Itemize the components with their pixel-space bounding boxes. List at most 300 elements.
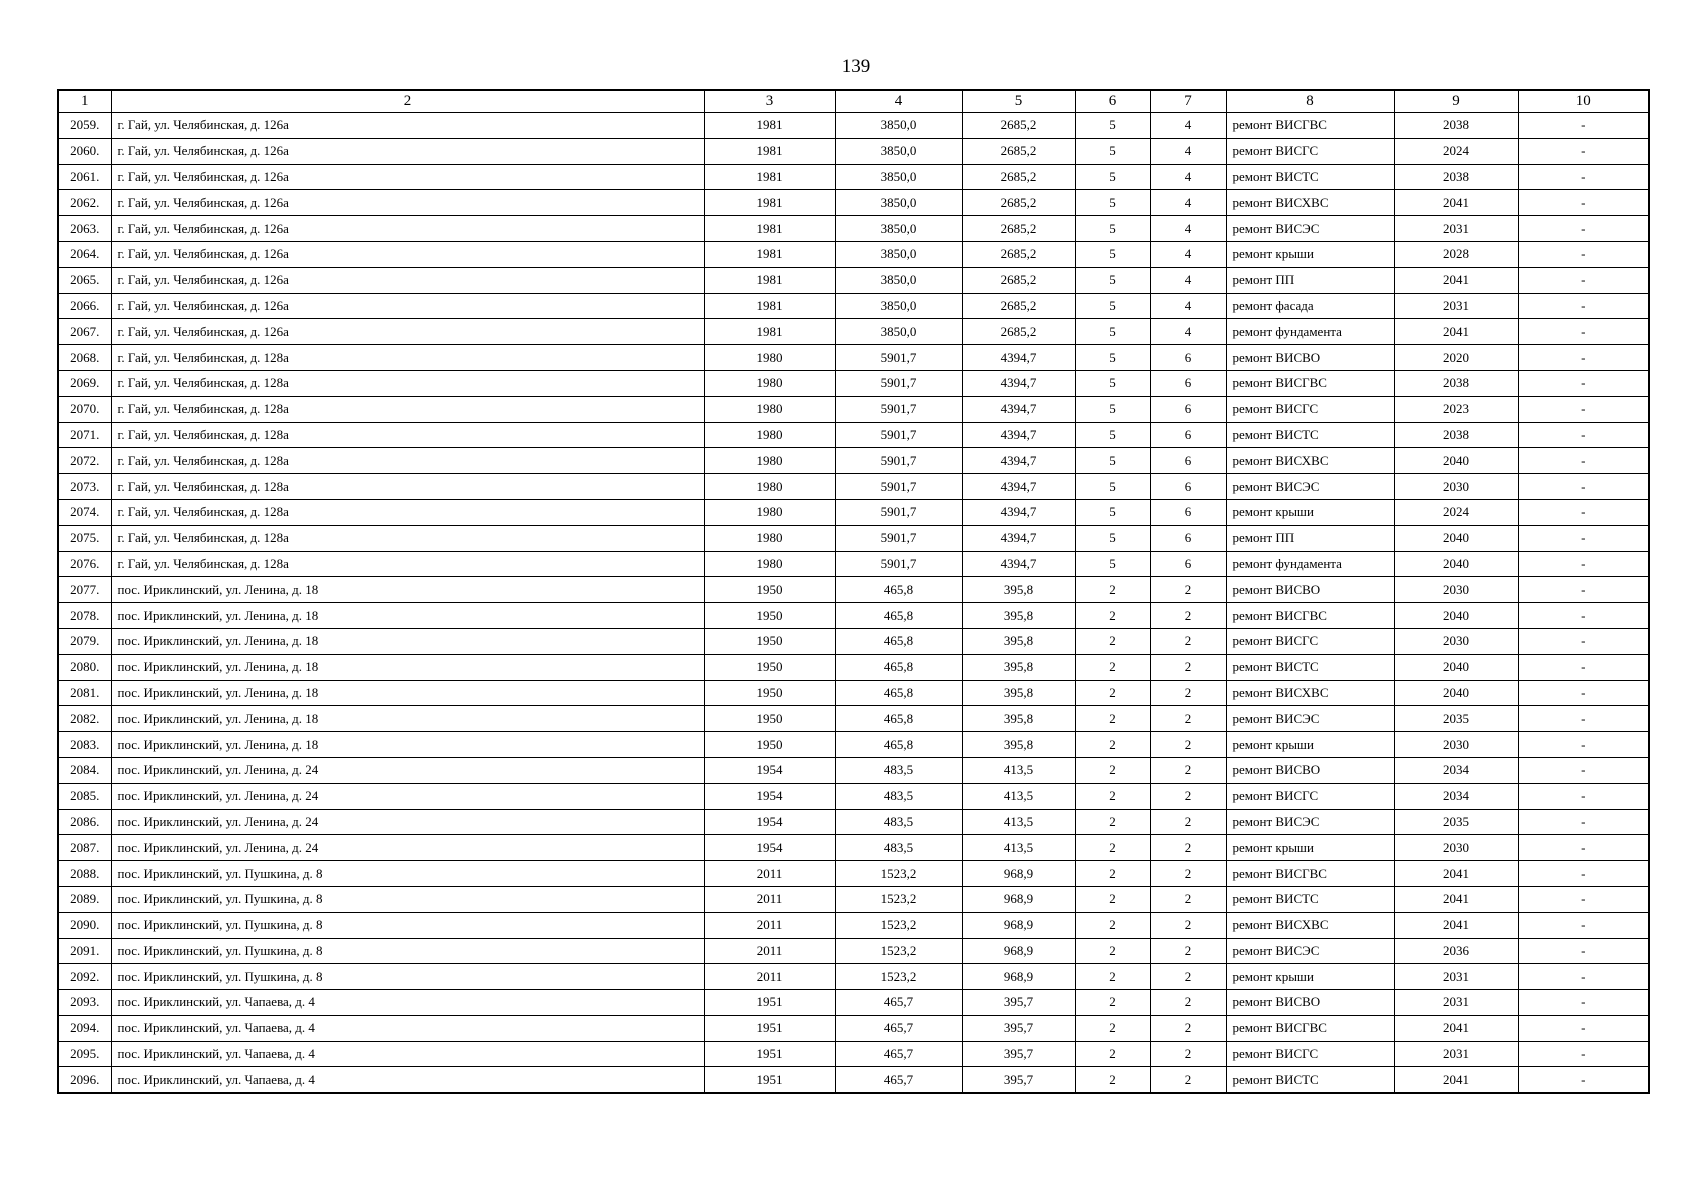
work-type-cell: ремонт ВИСВО — [1226, 345, 1394, 371]
living-area-cell: 2685,2 — [962, 113, 1075, 139]
floors-cell: 5 — [1075, 370, 1150, 396]
living-area-cell: 2685,2 — [962, 190, 1075, 216]
row-number: 2073. — [58, 474, 111, 500]
living-area-cell: 4394,7 — [962, 448, 1075, 474]
address-cell: г. Гай, ул. Челябинская, д. 128а — [111, 525, 704, 551]
floors-cell: 5 — [1075, 267, 1150, 293]
row-number: 2071. — [58, 422, 111, 448]
work-type-cell: ремонт ВИСВО — [1226, 577, 1394, 603]
work-type-cell: ремонт ВИСЭС — [1226, 706, 1394, 732]
living-area-cell: 395,7 — [962, 1067, 1075, 1093]
note-cell: - — [1518, 706, 1649, 732]
planned-year-cell: 2040 — [1394, 551, 1518, 577]
work-type-cell: ремонт ВИСГС — [1226, 138, 1394, 164]
year-cell: 1954 — [704, 835, 835, 861]
table-row — [58, 1041, 1649, 1067]
work-type-cell: ремонт ВИСВО — [1226, 757, 1394, 783]
address-cell: пос. Ириклинский, ул. Ленина, д. 24 — [111, 783, 704, 809]
column-header-4: 4 — [835, 90, 962, 113]
entrances-cell: 2 — [1150, 1041, 1226, 1067]
work-type-cell: ремонт крыши — [1226, 241, 1394, 267]
total-area-cell: 483,5 — [835, 809, 962, 835]
table-row — [58, 783, 1649, 809]
column-header-10: 10 — [1518, 90, 1649, 113]
planned-year-cell: 2030 — [1394, 835, 1518, 861]
total-area-cell: 3850,0 — [835, 293, 962, 319]
planned-year-cell: 2040 — [1394, 525, 1518, 551]
table-row — [58, 525, 1649, 551]
living-area-cell: 968,9 — [962, 964, 1075, 990]
address-cell: пос. Ириклинский, ул. Пушкина, д. 8 — [111, 886, 704, 912]
row-number: 2082. — [58, 706, 111, 732]
total-area-cell: 3850,0 — [835, 241, 962, 267]
floors-cell: 2 — [1075, 938, 1150, 964]
note-cell: - — [1518, 1041, 1649, 1067]
planned-year-cell: 2038 — [1394, 370, 1518, 396]
total-area-cell: 465,7 — [835, 1067, 962, 1093]
row-number: 2060. — [58, 138, 111, 164]
note-cell: - — [1518, 422, 1649, 448]
address-cell: г. Гай, ул. Челябинская, д. 126а — [111, 241, 704, 267]
row-number: 2090. — [58, 912, 111, 938]
entrances-cell: 4 — [1150, 267, 1226, 293]
entrances-cell: 2 — [1150, 964, 1226, 990]
table-row — [58, 293, 1649, 319]
table-row — [58, 732, 1649, 758]
row-number: 2067. — [58, 319, 111, 345]
column-header-8: 8 — [1226, 90, 1394, 113]
floors-cell: 5 — [1075, 241, 1150, 267]
work-type-cell: ремонт крыши — [1226, 732, 1394, 758]
year-cell: 1950 — [704, 654, 835, 680]
row-number: 2086. — [58, 809, 111, 835]
row-number: 2069. — [58, 370, 111, 396]
total-area-cell: 5901,7 — [835, 422, 962, 448]
year-cell: 1980 — [704, 448, 835, 474]
column-header-6: 6 — [1075, 90, 1150, 113]
entrances-cell: 4 — [1150, 190, 1226, 216]
year-cell: 1981 — [704, 267, 835, 293]
living-area-cell: 395,8 — [962, 577, 1075, 603]
column-header-3: 3 — [704, 90, 835, 113]
year-cell: 2011 — [704, 912, 835, 938]
total-area-cell: 5901,7 — [835, 551, 962, 577]
planned-year-cell: 2035 — [1394, 809, 1518, 835]
work-type-cell: ремонт ВИСХВС — [1226, 190, 1394, 216]
note-cell: - — [1518, 448, 1649, 474]
entrances-cell: 2 — [1150, 1015, 1226, 1041]
living-area-cell: 413,5 — [962, 835, 1075, 861]
year-cell: 1950 — [704, 603, 835, 629]
work-type-cell: ремонт ВИСЭС — [1226, 938, 1394, 964]
address-cell: г. Гай, ул. Челябинская, д. 126а — [111, 164, 704, 190]
entrances-cell: 2 — [1150, 886, 1226, 912]
living-area-cell: 2685,2 — [962, 319, 1075, 345]
floors-cell: 2 — [1075, 628, 1150, 654]
address-cell: г. Гай, ул. Челябинская, д. 128а — [111, 474, 704, 500]
year-cell: 1954 — [704, 757, 835, 783]
work-type-cell: ремонт фундамента — [1226, 551, 1394, 577]
living-area-cell: 395,8 — [962, 732, 1075, 758]
planned-year-cell: 2031 — [1394, 216, 1518, 242]
row-number: 2092. — [58, 964, 111, 990]
entrances-cell: 4 — [1150, 138, 1226, 164]
note-cell: - — [1518, 164, 1649, 190]
entrances-cell: 2 — [1150, 1067, 1226, 1093]
living-area-cell: 2685,2 — [962, 241, 1075, 267]
living-area-cell: 4394,7 — [962, 499, 1075, 525]
address-cell: пос. Ириклинский, ул. Ленина, д. 24 — [111, 835, 704, 861]
table-row — [58, 603, 1649, 629]
row-number: 2066. — [58, 293, 111, 319]
floors-cell: 5 — [1075, 448, 1150, 474]
planned-year-cell: 2041 — [1394, 861, 1518, 887]
living-area-cell: 4394,7 — [962, 474, 1075, 500]
work-type-cell: ремонт ВИСХВС — [1226, 448, 1394, 474]
address-cell: пос. Ириклинский, ул. Ленина, д. 18 — [111, 603, 704, 629]
planned-year-cell: 2035 — [1394, 706, 1518, 732]
note-cell: - — [1518, 577, 1649, 603]
floors-cell: 2 — [1075, 1067, 1150, 1093]
planned-year-cell: 2041 — [1394, 267, 1518, 293]
note-cell: - — [1518, 861, 1649, 887]
planned-year-cell: 2041 — [1394, 190, 1518, 216]
work-type-cell: ремонт ВИСГВС — [1226, 861, 1394, 887]
planned-year-cell: 2040 — [1394, 603, 1518, 629]
year-cell: 1981 — [704, 216, 835, 242]
note-cell: - — [1518, 551, 1649, 577]
page-number: 139 — [841, 56, 871, 77]
table-row — [58, 138, 1649, 164]
address-cell: пос. Ириклинский, ул. Ленина, д. 18 — [111, 577, 704, 603]
year-cell: 1951 — [704, 1067, 835, 1093]
entrances-cell: 4 — [1150, 319, 1226, 345]
planned-year-cell: 2023 — [1394, 396, 1518, 422]
row-number: 2078. — [58, 603, 111, 629]
row-number: 2062. — [58, 190, 111, 216]
entrances-cell: 2 — [1150, 938, 1226, 964]
note-cell: - — [1518, 886, 1649, 912]
year-cell: 1981 — [704, 319, 835, 345]
planned-year-cell: 2034 — [1394, 757, 1518, 783]
year-cell: 1981 — [704, 113, 835, 139]
entrances-cell: 4 — [1150, 113, 1226, 139]
living-area-cell: 968,9 — [962, 886, 1075, 912]
year-cell: 1980 — [704, 345, 835, 371]
row-number: 2084. — [58, 757, 111, 783]
note-cell: - — [1518, 396, 1649, 422]
column-header-7: 7 — [1150, 90, 1226, 113]
year-cell: 1981 — [704, 164, 835, 190]
planned-year-cell: 2031 — [1394, 1041, 1518, 1067]
total-area-cell: 5901,7 — [835, 345, 962, 371]
work-type-cell: ремонт крыши — [1226, 964, 1394, 990]
entrances-cell: 6 — [1150, 474, 1226, 500]
note-cell: - — [1518, 732, 1649, 758]
address-cell: пос. Ириклинский, ул. Пушкина, д. 8 — [111, 938, 704, 964]
note-cell: - — [1518, 138, 1649, 164]
year-cell: 1980 — [704, 370, 835, 396]
work-type-cell: ремонт ВИСТС — [1226, 164, 1394, 190]
total-area-cell: 5901,7 — [835, 370, 962, 396]
total-area-cell: 465,7 — [835, 990, 962, 1016]
work-type-cell: ремонт ВИСЭС — [1226, 809, 1394, 835]
floors-cell: 5 — [1075, 138, 1150, 164]
year-cell: 1950 — [704, 732, 835, 758]
planned-year-cell: 2030 — [1394, 577, 1518, 603]
floors-cell: 2 — [1075, 861, 1150, 887]
address-cell: г. Гай, ул. Челябинская, д. 128а — [111, 370, 704, 396]
work-type-cell: ремонт ВИСХВС — [1226, 680, 1394, 706]
note-cell: - — [1518, 293, 1649, 319]
living-area-cell: 395,8 — [962, 628, 1075, 654]
year-cell: 2011 — [704, 938, 835, 964]
floors-cell: 5 — [1075, 525, 1150, 551]
year-cell: 1951 — [704, 1041, 835, 1067]
living-area-cell: 4394,7 — [962, 396, 1075, 422]
entrances-cell: 6 — [1150, 499, 1226, 525]
floors-cell: 2 — [1075, 990, 1150, 1016]
entrances-cell: 6 — [1150, 525, 1226, 551]
address-cell: пос. Ириклинский, ул. Ленина, д. 18 — [111, 680, 704, 706]
work-type-cell: ремонт ВИСТС — [1226, 654, 1394, 680]
year-cell: 1951 — [704, 1015, 835, 1041]
floors-cell: 2 — [1075, 783, 1150, 809]
address-cell: г. Гай, ул. Челябинская, д. 128а — [111, 396, 704, 422]
entrances-cell: 4 — [1150, 293, 1226, 319]
entrances-cell: 4 — [1150, 164, 1226, 190]
floors-cell: 5 — [1075, 293, 1150, 319]
row-number: 2065. — [58, 267, 111, 293]
planned-year-cell: 2038 — [1394, 422, 1518, 448]
floors-cell: 2 — [1075, 732, 1150, 758]
floors-cell: 2 — [1075, 1015, 1150, 1041]
planned-year-cell: 2040 — [1394, 448, 1518, 474]
floors-cell: 2 — [1075, 912, 1150, 938]
table-row — [58, 757, 1649, 783]
floors-cell: 5 — [1075, 113, 1150, 139]
row-number: 2079. — [58, 628, 111, 654]
planned-year-cell: 2031 — [1394, 990, 1518, 1016]
living-area-cell: 2685,2 — [962, 216, 1075, 242]
planned-year-cell: 2040 — [1394, 680, 1518, 706]
floors-cell: 2 — [1075, 757, 1150, 783]
address-cell: г. Гай, ул. Челябинская, д. 126а — [111, 216, 704, 242]
address-cell: пос. Ириклинский, ул. Ленина, д. 24 — [111, 757, 704, 783]
entrances-cell: 2 — [1150, 680, 1226, 706]
address-cell: г. Гай, ул. Челябинская, д. 126а — [111, 319, 704, 345]
floors-cell: 2 — [1075, 809, 1150, 835]
work-type-cell: ремонт ВИСХВС — [1226, 912, 1394, 938]
total-area-cell: 5901,7 — [835, 396, 962, 422]
work-type-cell: ремонт ВИСГС — [1226, 628, 1394, 654]
planned-year-cell: 2041 — [1394, 319, 1518, 345]
address-cell: г. Гай, ул. Челябинская, д. 126а — [111, 113, 704, 139]
year-cell: 1980 — [704, 396, 835, 422]
note-cell: - — [1518, 525, 1649, 551]
entrances-cell: 2 — [1150, 835, 1226, 861]
planned-year-cell: 2024 — [1394, 499, 1518, 525]
entrances-cell: 6 — [1150, 396, 1226, 422]
living-area-cell: 395,8 — [962, 680, 1075, 706]
address-cell: пос. Ириклинский, ул. Ленина, д. 18 — [111, 706, 704, 732]
note-cell: - — [1518, 370, 1649, 396]
living-area-cell: 395,7 — [962, 1015, 1075, 1041]
table-row — [58, 577, 1649, 603]
address-cell: г. Гай, ул. Челябинская, д. 128а — [111, 345, 704, 371]
address-cell: пос. Ириклинский, ул. Ленина, д. 18 — [111, 732, 704, 758]
work-type-cell: ремонт ВИСГВС — [1226, 1015, 1394, 1041]
row-number: 2089. — [58, 886, 111, 912]
row-number: 2096. — [58, 1067, 111, 1093]
table-row — [58, 267, 1649, 293]
total-area-cell: 5901,7 — [835, 499, 962, 525]
table-row — [58, 912, 1649, 938]
entrances-cell: 2 — [1150, 577, 1226, 603]
address-cell: пос. Ириклинский, ул. Чапаева, д. 4 — [111, 1067, 704, 1093]
floors-cell: 5 — [1075, 499, 1150, 525]
work-type-cell: ремонт ВИСГВС — [1226, 370, 1394, 396]
total-area-cell: 3850,0 — [835, 113, 962, 139]
living-area-cell: 4394,7 — [962, 370, 1075, 396]
table-row — [58, 474, 1649, 500]
row-number: 2075. — [58, 525, 111, 551]
total-area-cell: 465,8 — [835, 577, 962, 603]
row-number: 2063. — [58, 216, 111, 242]
living-area-cell: 4394,7 — [962, 551, 1075, 577]
note-cell: - — [1518, 1015, 1649, 1041]
entrances-cell: 4 — [1150, 216, 1226, 242]
entrances-cell: 6 — [1150, 422, 1226, 448]
planned-year-cell: 2024 — [1394, 138, 1518, 164]
planned-year-cell: 2030 — [1394, 474, 1518, 500]
row-number: 2093. — [58, 990, 111, 1016]
column-header-1: 1 — [58, 90, 111, 113]
row-number: 2064. — [58, 241, 111, 267]
total-area-cell: 3850,0 — [835, 267, 962, 293]
work-type-cell: ремонт ВИСГС — [1226, 1041, 1394, 1067]
living-area-cell: 395,8 — [962, 603, 1075, 629]
floors-cell: 2 — [1075, 680, 1150, 706]
row-number: 2083. — [58, 732, 111, 758]
year-cell: 1954 — [704, 809, 835, 835]
table-row — [58, 886, 1649, 912]
entrances-cell: 2 — [1150, 861, 1226, 887]
year-cell: 1954 — [704, 783, 835, 809]
living-area-cell: 413,5 — [962, 757, 1075, 783]
floors-cell: 2 — [1075, 1041, 1150, 1067]
planned-year-cell: 2034 — [1394, 783, 1518, 809]
address-cell: г. Гай, ул. Челябинская, д. 126а — [111, 190, 704, 216]
work-type-cell: ремонт ВИСГС — [1226, 783, 1394, 809]
header-row — [58, 90, 1649, 113]
table-row — [58, 1067, 1649, 1093]
note-cell: - — [1518, 190, 1649, 216]
note-cell: - — [1518, 990, 1649, 1016]
floors-cell: 2 — [1075, 835, 1150, 861]
year-cell: 1950 — [704, 577, 835, 603]
entrances-cell: 2 — [1150, 732, 1226, 758]
entrances-cell: 2 — [1150, 603, 1226, 629]
note-cell: - — [1518, 628, 1649, 654]
note-cell: - — [1518, 241, 1649, 267]
total-area-cell: 1523,2 — [835, 912, 962, 938]
year-cell: 1981 — [704, 293, 835, 319]
row-number: 2087. — [58, 835, 111, 861]
floors-cell: 5 — [1075, 164, 1150, 190]
year-cell: 1980 — [704, 474, 835, 500]
total-area-cell: 465,7 — [835, 1041, 962, 1067]
total-area-cell: 1523,2 — [835, 861, 962, 887]
address-cell: пос. Ириклинский, ул. Чапаева, д. 4 — [111, 1015, 704, 1041]
table-row — [58, 190, 1649, 216]
total-area-cell: 5901,7 — [835, 525, 962, 551]
living-area-cell: 2685,2 — [962, 164, 1075, 190]
entrances-cell: 2 — [1150, 783, 1226, 809]
work-type-cell: ремонт ВИСГВС — [1226, 113, 1394, 139]
floors-cell: 2 — [1075, 886, 1150, 912]
table-row — [58, 113, 1649, 139]
note-cell: - — [1518, 938, 1649, 964]
table-row — [58, 396, 1649, 422]
entrances-cell: 2 — [1150, 912, 1226, 938]
address-cell: г. Гай, ул. Челябинская, д. 128а — [111, 499, 704, 525]
entrances-cell: 2 — [1150, 990, 1226, 1016]
work-type-cell: ремонт фундамента — [1226, 319, 1394, 345]
planned-year-cell: 2028 — [1394, 241, 1518, 267]
planned-year-cell: 2038 — [1394, 113, 1518, 139]
table-row — [58, 938, 1649, 964]
living-area-cell: 413,5 — [962, 783, 1075, 809]
entrances-cell: 6 — [1150, 370, 1226, 396]
address-cell: пос. Ириклинский, ул. Чапаева, д. 4 — [111, 990, 704, 1016]
note-cell: - — [1518, 680, 1649, 706]
row-number: 2077. — [58, 577, 111, 603]
table-row — [58, 809, 1649, 835]
planned-year-cell: 2041 — [1394, 1015, 1518, 1041]
note-cell: - — [1518, 113, 1649, 139]
planned-year-cell: 2038 — [1394, 164, 1518, 190]
work-type-cell: ремонт ВИСЭС — [1226, 216, 1394, 242]
planned-year-cell: 2036 — [1394, 938, 1518, 964]
row-number: 2080. — [58, 654, 111, 680]
total-area-cell: 465,8 — [835, 603, 962, 629]
note-cell: - — [1518, 216, 1649, 242]
table-row — [58, 216, 1649, 242]
work-type-cell: ремонт ПП — [1226, 267, 1394, 293]
address-cell: г. Гай, ул. Челябинская, д. 128а — [111, 448, 704, 474]
address-cell: г. Гай, ул. Челябинская, д. 128а — [111, 551, 704, 577]
note-cell: - — [1518, 499, 1649, 525]
total-area-cell: 483,5 — [835, 783, 962, 809]
table-row — [58, 1015, 1649, 1041]
living-area-cell: 395,7 — [962, 1041, 1075, 1067]
entrances-cell: 6 — [1150, 345, 1226, 371]
table-row — [58, 654, 1649, 680]
entrances-cell: 6 — [1150, 551, 1226, 577]
total-area-cell: 3850,0 — [835, 164, 962, 190]
row-number: 2076. — [58, 551, 111, 577]
note-cell: - — [1518, 783, 1649, 809]
address-cell: пос. Ириклинский, ул. Чапаева, д. 4 — [111, 1041, 704, 1067]
work-type-cell: ремонт ВИСТС — [1226, 422, 1394, 448]
living-area-cell: 968,9 — [962, 938, 1075, 964]
entrances-cell: 2 — [1150, 706, 1226, 732]
work-type-cell: ремонт ВИСВО — [1226, 990, 1394, 1016]
living-area-cell: 4394,7 — [962, 345, 1075, 371]
total-area-cell: 465,8 — [835, 680, 962, 706]
floors-cell: 2 — [1075, 603, 1150, 629]
